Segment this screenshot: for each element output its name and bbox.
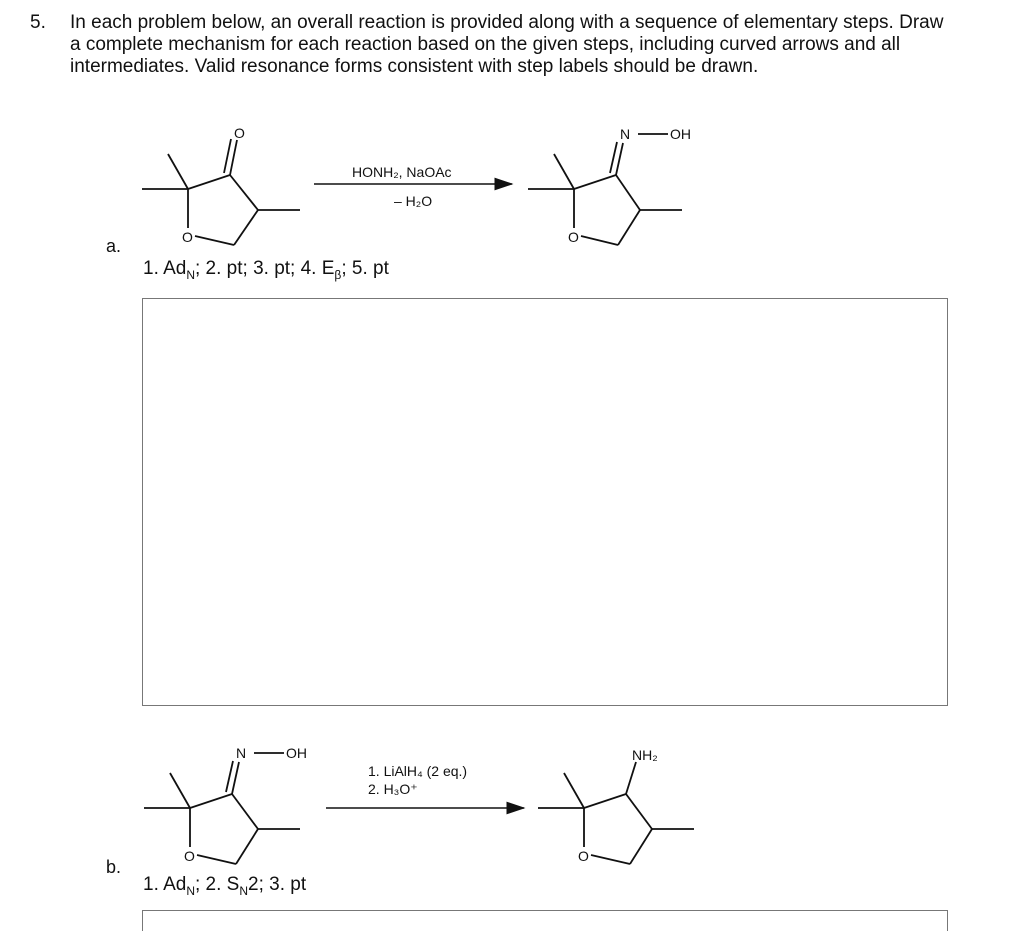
part-b-step-text: ; 2. S bbox=[195, 874, 240, 895]
ring-bond bbox=[574, 175, 616, 189]
part-b-label: b. bbox=[106, 857, 122, 877]
part-a-step-text: ; 5. pt bbox=[341, 258, 389, 279]
ring-bond bbox=[236, 829, 258, 864]
part-a-product-oh: OH bbox=[670, 126, 691, 142]
part-a-product-ring-o: O bbox=[568, 229, 579, 245]
part-a-step-sub: N bbox=[186, 267, 195, 282]
ring-bond bbox=[195, 236, 234, 245]
ring-bond bbox=[630, 829, 652, 864]
part-a-reagent-line1: HONH₂, NaOAc bbox=[352, 164, 452, 180]
ring-bond bbox=[234, 210, 258, 245]
question-number: 5. bbox=[30, 12, 46, 33]
carbonyl-bond bbox=[230, 140, 237, 175]
part-b-product-structure bbox=[538, 762, 694, 864]
ring-bond bbox=[581, 236, 618, 245]
part-a-carbonyl-o: O bbox=[234, 125, 245, 141]
part-b-reactant-oh: OH bbox=[286, 745, 307, 761]
methyl-bond bbox=[554, 154, 574, 189]
question-text: In each problem below, an overall reaction is provided along with a sequence of elementary steps. Draw a complete mechanism for each reaction based on the given steps, including curved arrows and all intermediates. Valid resonance forms consistent with step labels should be drawn. bbox=[70, 12, 944, 77]
part-b-product-ring-o: O bbox=[578, 848, 589, 864]
c-n-bond bbox=[626, 762, 636, 794]
ring-bond bbox=[584, 794, 626, 808]
part-a-product-n: N bbox=[620, 126, 631, 142]
part-b-reagent-line2: 2. H₃O⁺ bbox=[368, 781, 418, 797]
ring-bond bbox=[232, 794, 258, 829]
part-a-step-text: ; 2. pt; 3. pt; 4. E bbox=[195, 258, 335, 279]
ring-bond bbox=[188, 175, 230, 189]
ring-bond bbox=[230, 175, 258, 210]
part-a-label: a. bbox=[106, 236, 122, 256]
part-b-reagent-line1: 1. LiAlH₄ (2 eq.) bbox=[368, 763, 468, 779]
ring-bond bbox=[626, 794, 652, 829]
ring-bond bbox=[591, 855, 630, 864]
part-b-reactant-n: N bbox=[236, 745, 247, 761]
carbonyl-bond bbox=[224, 139, 231, 173]
part-b-product-nh2: NH₂ bbox=[632, 747, 658, 763]
part-a-reactant-structure bbox=[142, 139, 300, 245]
imine-bond bbox=[616, 143, 623, 175]
imine-bond bbox=[226, 761, 233, 792]
part-b-step-sub: N bbox=[239, 883, 249, 898]
part-a-step-text: 1. Ad bbox=[143, 258, 187, 279]
part-a-product-structure bbox=[528, 134, 682, 245]
part-b-ring-o: O bbox=[184, 848, 195, 864]
ring-bond bbox=[618, 210, 640, 245]
methyl-bond bbox=[564, 773, 584, 808]
imine-bond bbox=[232, 762, 239, 794]
imine-bond bbox=[610, 142, 617, 173]
part-a-step-sub: β bbox=[334, 267, 342, 282]
part-b-reactant-structure bbox=[144, 753, 300, 864]
ring-bond bbox=[616, 175, 640, 210]
part-b-step-text: 2; 3. pt bbox=[248, 874, 307, 895]
part-a-ring-o: O bbox=[182, 229, 193, 245]
part-b-step-sub: N bbox=[186, 883, 195, 898]
methyl-bond bbox=[170, 773, 190, 808]
part-b-step-text: 1. Ad bbox=[143, 874, 187, 895]
ring-bond bbox=[190, 794, 232, 808]
part-a-reagent-line2: – H₂O bbox=[394, 193, 433, 209]
ring-bond bbox=[197, 855, 236, 864]
methyl-bond bbox=[168, 154, 188, 189]
